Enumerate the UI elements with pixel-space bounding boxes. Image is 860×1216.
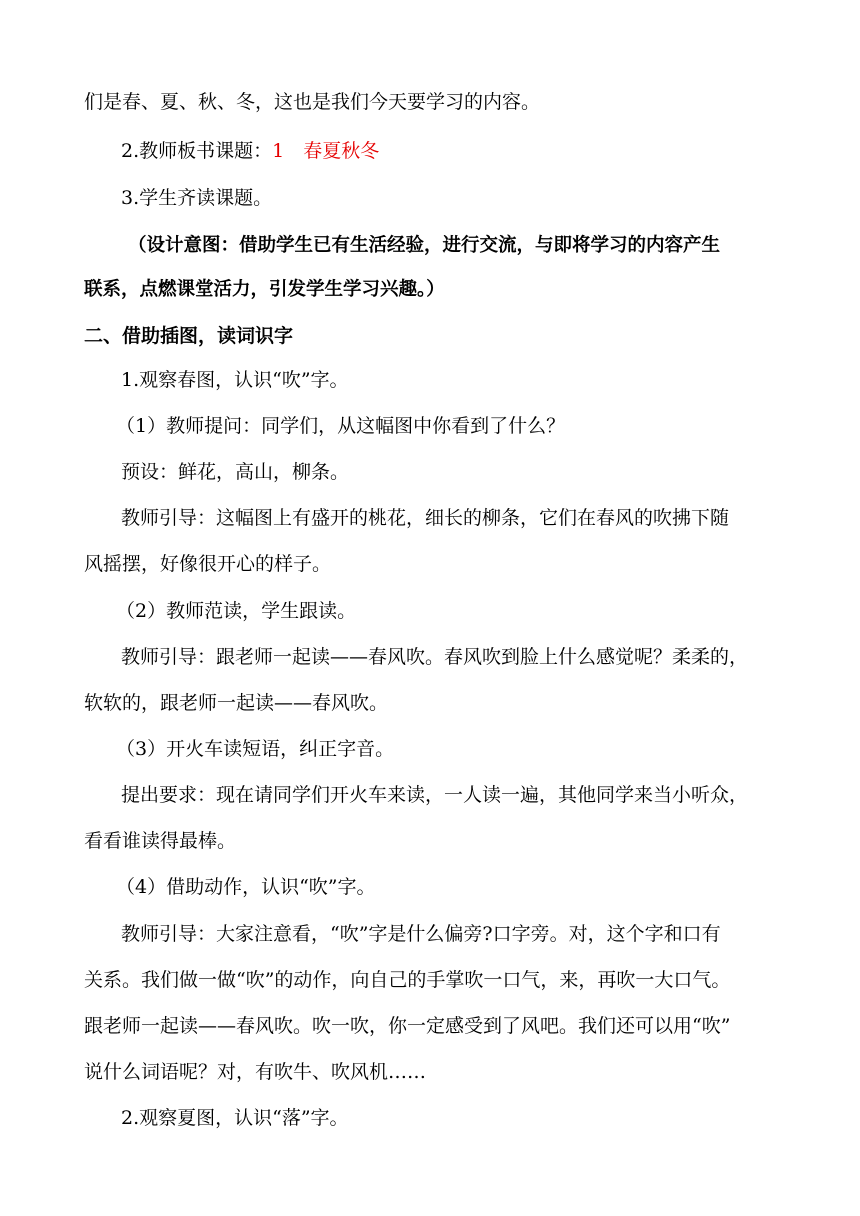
text-line: 关系。我们做一做“吹”的动作，向自己的手掌吹一口气，来，再吹一大口气。 (84, 969, 731, 991)
text-line: （1）教师提问：同学们，从这幅图中你看到了什么？ (116, 415, 566, 437)
board-title-label: 2.教师板书课题： (121, 140, 273, 162)
text-line: （3）开火车读短语，纠正字音。 (116, 738, 395, 760)
text-line: 3.学生齐读课题。 (121, 187, 273, 209)
text-line: （4）借助动作，认识“吹”字。 (116, 876, 376, 898)
text-line: 2.观察夏图，认识“落”字。 (121, 1107, 349, 1129)
text-line: （2）教师范读，学生跟读。 (116, 600, 357, 622)
text-line: 软软的，跟老师一起读——春风吹。 (84, 692, 389, 714)
text-line: 跟老师一起读——春风吹。吹一吹，你一定感受到了风吧。我们还可以用“吹” (84, 1015, 731, 1037)
text-line: 看看谁读得最棒。 (84, 830, 237, 852)
design-intent-line: 联系，点燃课堂活力，引发学生学习兴趣。） (84, 279, 445, 300)
text-line: 教师引导：跟老师一起读——春风吹。春风吹到脸上什么感觉呢？柔柔的， (121, 646, 749, 668)
design-intent-line: （设计意图：借助学生已有生活经验，进行交流，与即将学习的内容产生 (128, 235, 721, 256)
text-line: 1.观察春图，认识“吹”字。 (121, 369, 349, 391)
text-line (121, 137, 784, 165)
section-heading: 二、借助插图，读词识字 (84, 325, 294, 347)
text-line: 们是春、夏、秋、冬，这也是我们今天要学习的内容。 (84, 91, 541, 113)
text-line: 教师引导：大家注意看，“吹”字是什么偏旁?口字旁。对，这个字和口有 (121, 923, 721, 945)
text-line: 说什么词语呢？对，有吹牛、吹风机…… (84, 1061, 427, 1083)
text-line: 教师引导：这幅图上有盛开的桃花，细长的柳条，它们在春风的吹拂下随 (121, 507, 730, 529)
text-line: 提出要求：现在请同学们开火车来读，一人读一遍，其他同学来当小听众， (121, 784, 749, 806)
lesson-title: 1 春夏秋冬 (272, 140, 380, 162)
text-line: 预设：鲜花，高山，柳条。 (121, 461, 350, 483)
text-line: 风摇摆，好像很开心的样子。 (84, 553, 332, 575)
